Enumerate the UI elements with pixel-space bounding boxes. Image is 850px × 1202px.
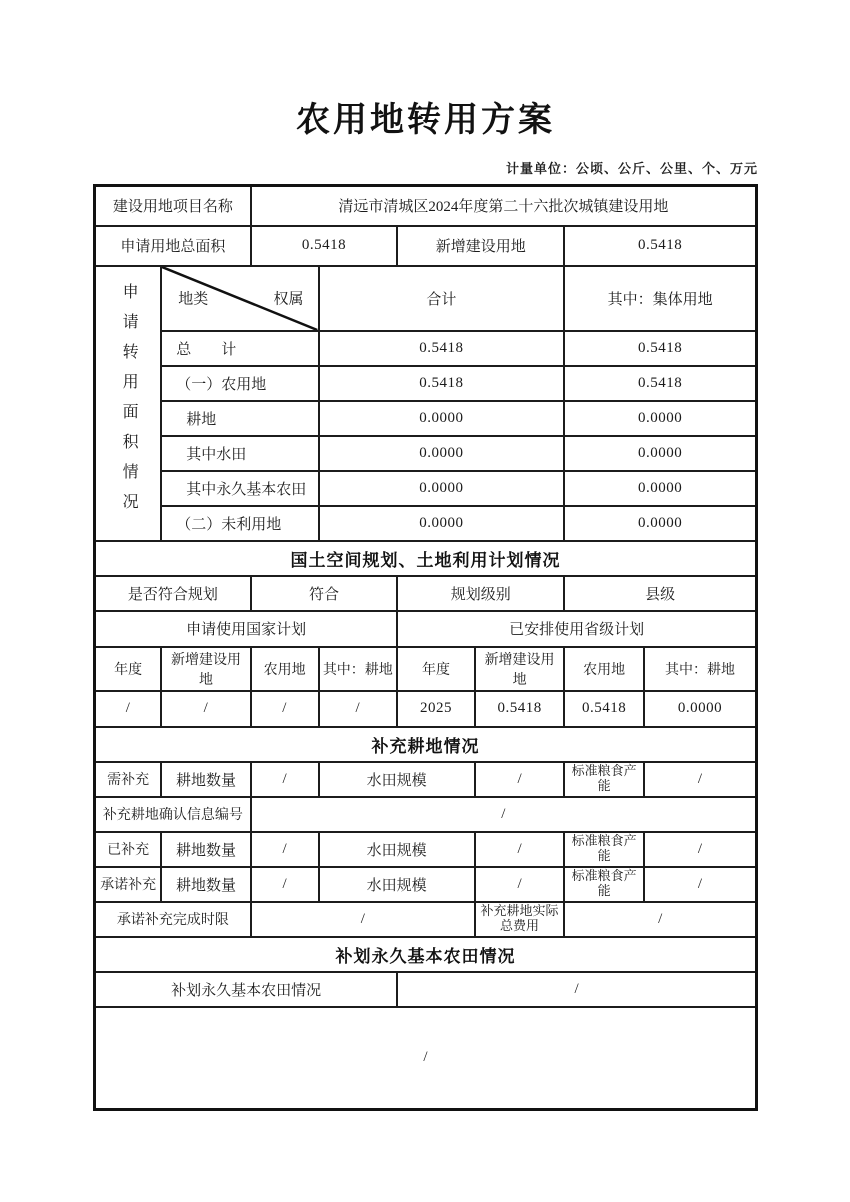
total-area-label: 申请用地总面积 bbox=[95, 226, 251, 266]
conversion-side-label-cell bbox=[95, 266, 162, 541]
farmland-status-row bbox=[95, 972, 757, 1007]
diagonal-label-ownership: 权属 bbox=[273, 291, 304, 308]
row-total: 0.5418 bbox=[319, 366, 565, 401]
qty-label: 耕地数量 bbox=[161, 867, 251, 902]
total-area-value: 0.5418 bbox=[251, 226, 397, 266]
row-total: 0.5418 bbox=[319, 331, 565, 366]
supplement-done-row bbox=[95, 832, 757, 867]
conversion-side-label: 申请转用面积情况 bbox=[120, 283, 138, 524]
land-conversion-form-table bbox=[93, 184, 758, 1111]
row-label: 耕地 bbox=[161, 401, 318, 436]
row-collective: 0.0000 bbox=[564, 471, 756, 506]
farmland-section-row bbox=[95, 937, 757, 972]
qty-value: / bbox=[251, 762, 319, 797]
confirm-label: 补充耕地确认信息编号 bbox=[95, 797, 251, 832]
row-collective: 0.0000 bbox=[564, 506, 756, 541]
conversion-row-total bbox=[95, 331, 757, 366]
new-construction-label: 新增建设用地 bbox=[397, 226, 564, 266]
row-total: 0.0000 bbox=[319, 471, 565, 506]
grain-value: / bbox=[644, 762, 757, 797]
col-agricultural: 农用地 bbox=[564, 647, 644, 691]
supplement-deadline-row bbox=[95, 902, 757, 937]
project-name-row bbox=[95, 186, 757, 226]
paddy-value: / bbox=[475, 867, 565, 902]
grain-label: 标准粮食产能 bbox=[564, 762, 644, 797]
conversion-row-permanent-farmland bbox=[95, 471, 757, 506]
paddy-label: 水田规模 bbox=[319, 762, 475, 797]
farmland-note-value: / bbox=[95, 1007, 757, 1110]
paddy-value: / bbox=[475, 832, 565, 867]
paddy-label: 水田规模 bbox=[319, 867, 475, 902]
plan-value: / bbox=[161, 691, 251, 727]
row-total: 0.0000 bbox=[319, 436, 565, 471]
project-name-value: 清远市清城区2024年度第二十六批次城镇建设用地 bbox=[251, 186, 757, 226]
qty-value: / bbox=[251, 832, 319, 867]
paddy-value: / bbox=[475, 762, 565, 797]
total-area-row bbox=[95, 226, 757, 266]
row-total: 0.0000 bbox=[319, 506, 565, 541]
supplement-confirm-row bbox=[95, 797, 757, 832]
planning-section-row bbox=[95, 541, 757, 576]
planning-compliance-row bbox=[95, 576, 757, 611]
plan-value: 0.5418 bbox=[475, 691, 565, 727]
plan-value: / bbox=[95, 691, 162, 727]
supplement-needed-row bbox=[95, 762, 757, 797]
conversion-row-paddy bbox=[95, 436, 757, 471]
col-new-construction: 新增建设用地 bbox=[475, 647, 565, 691]
row-collective: 0.5418 bbox=[564, 331, 756, 366]
project-name-label: 建设用地项目名称 bbox=[95, 186, 251, 226]
col-header-collective: 其中：集体用地 bbox=[564, 266, 756, 331]
row-label: 其中水田 bbox=[161, 436, 318, 471]
col-header-total: 合计 bbox=[319, 266, 565, 331]
supplement-section-row bbox=[95, 727, 757, 762]
diagonal-label-landtype: 地类 bbox=[178, 291, 209, 308]
grain-label: 标准粮食产能 bbox=[564, 832, 644, 867]
unit-note: 计量单位：公顷、公斤、公里、个、万元 bbox=[505, 161, 758, 177]
qty-label: 耕地数量 bbox=[161, 762, 251, 797]
plan-level-label: 规划级别 bbox=[397, 576, 564, 611]
plan-group-header-row bbox=[95, 611, 757, 647]
plan-value: 0.5418 bbox=[564, 691, 644, 727]
compliance-label: 是否符合规划 bbox=[95, 576, 251, 611]
paddy-label: 水田规模 bbox=[319, 832, 475, 867]
row-label: （一）农用地 bbox=[161, 366, 318, 401]
col-year: 年度 bbox=[397, 647, 475, 691]
grain-label: 标准粮食产能 bbox=[564, 867, 644, 902]
plan-value: 0.0000 bbox=[644, 691, 757, 727]
conversion-row-cultivated bbox=[95, 401, 757, 436]
farmland-status-value: / bbox=[397, 972, 756, 1007]
supplement-section-title: 补充耕地情况 bbox=[95, 727, 757, 762]
compliance-value: 符合 bbox=[251, 576, 397, 611]
deadline-value: / bbox=[251, 902, 475, 937]
plan-value: / bbox=[251, 691, 319, 727]
supplement-type: 需补充 bbox=[95, 762, 162, 797]
supplement-promised-row bbox=[95, 867, 757, 902]
diagonal-header-cell bbox=[161, 266, 318, 331]
planning-section-title: 国土空间规划、土地利用计划情况 bbox=[95, 541, 757, 576]
farmland-note-row bbox=[95, 1007, 757, 1110]
row-total: 0.0000 bbox=[319, 401, 565, 436]
conversion-header-row bbox=[95, 266, 757, 331]
row-label: 总 计 bbox=[161, 331, 318, 366]
grain-value: / bbox=[644, 832, 757, 867]
plan-level-value: 县级 bbox=[564, 576, 756, 611]
grain-value: / bbox=[644, 867, 757, 902]
plan-value: / bbox=[319, 691, 398, 727]
plan-values-row bbox=[95, 691, 757, 727]
supplement-type: 承诺补充 bbox=[95, 867, 162, 902]
provincial-plan-label: 已安排使用省级计划 bbox=[397, 611, 756, 647]
supplement-type: 已补充 bbox=[95, 832, 162, 867]
cost-label: 补充耕地实际总费用 bbox=[475, 902, 565, 937]
qty-label: 耕地数量 bbox=[161, 832, 251, 867]
cost-value: / bbox=[564, 902, 756, 937]
col-cultivated: 其中：耕地 bbox=[319, 647, 398, 691]
page-title: 农用地转用方案 bbox=[296, 101, 555, 139]
conversion-row-agricultural bbox=[95, 366, 757, 401]
col-year: 年度 bbox=[95, 647, 162, 691]
row-collective: 0.0000 bbox=[564, 436, 756, 471]
new-construction-value: 0.5418 bbox=[564, 226, 756, 266]
row-label: 其中永久基本农田 bbox=[161, 471, 318, 506]
farmland-section-title: 补划永久基本农田情况 bbox=[95, 937, 757, 972]
col-new-construction: 新增建设用地 bbox=[161, 647, 251, 691]
national-plan-label: 申请使用国家计划 bbox=[95, 611, 398, 647]
qty-value: / bbox=[251, 867, 319, 902]
deadline-label: 承诺补充完成时限 bbox=[95, 902, 251, 937]
conversion-row-unused bbox=[95, 506, 757, 541]
plan-value: 2025 bbox=[397, 691, 475, 727]
col-agricultural: 农用地 bbox=[251, 647, 319, 691]
row-collective: 0.0000 bbox=[564, 401, 756, 436]
row-collective: 0.5418 bbox=[564, 366, 756, 401]
plan-column-header-row bbox=[95, 647, 757, 691]
col-cultivated: 其中：耕地 bbox=[644, 647, 757, 691]
farmland-status-label: 补划永久基本农田情况 bbox=[95, 972, 398, 1007]
confirm-value: / bbox=[251, 797, 757, 832]
row-label: （二）未利用地 bbox=[161, 506, 318, 541]
